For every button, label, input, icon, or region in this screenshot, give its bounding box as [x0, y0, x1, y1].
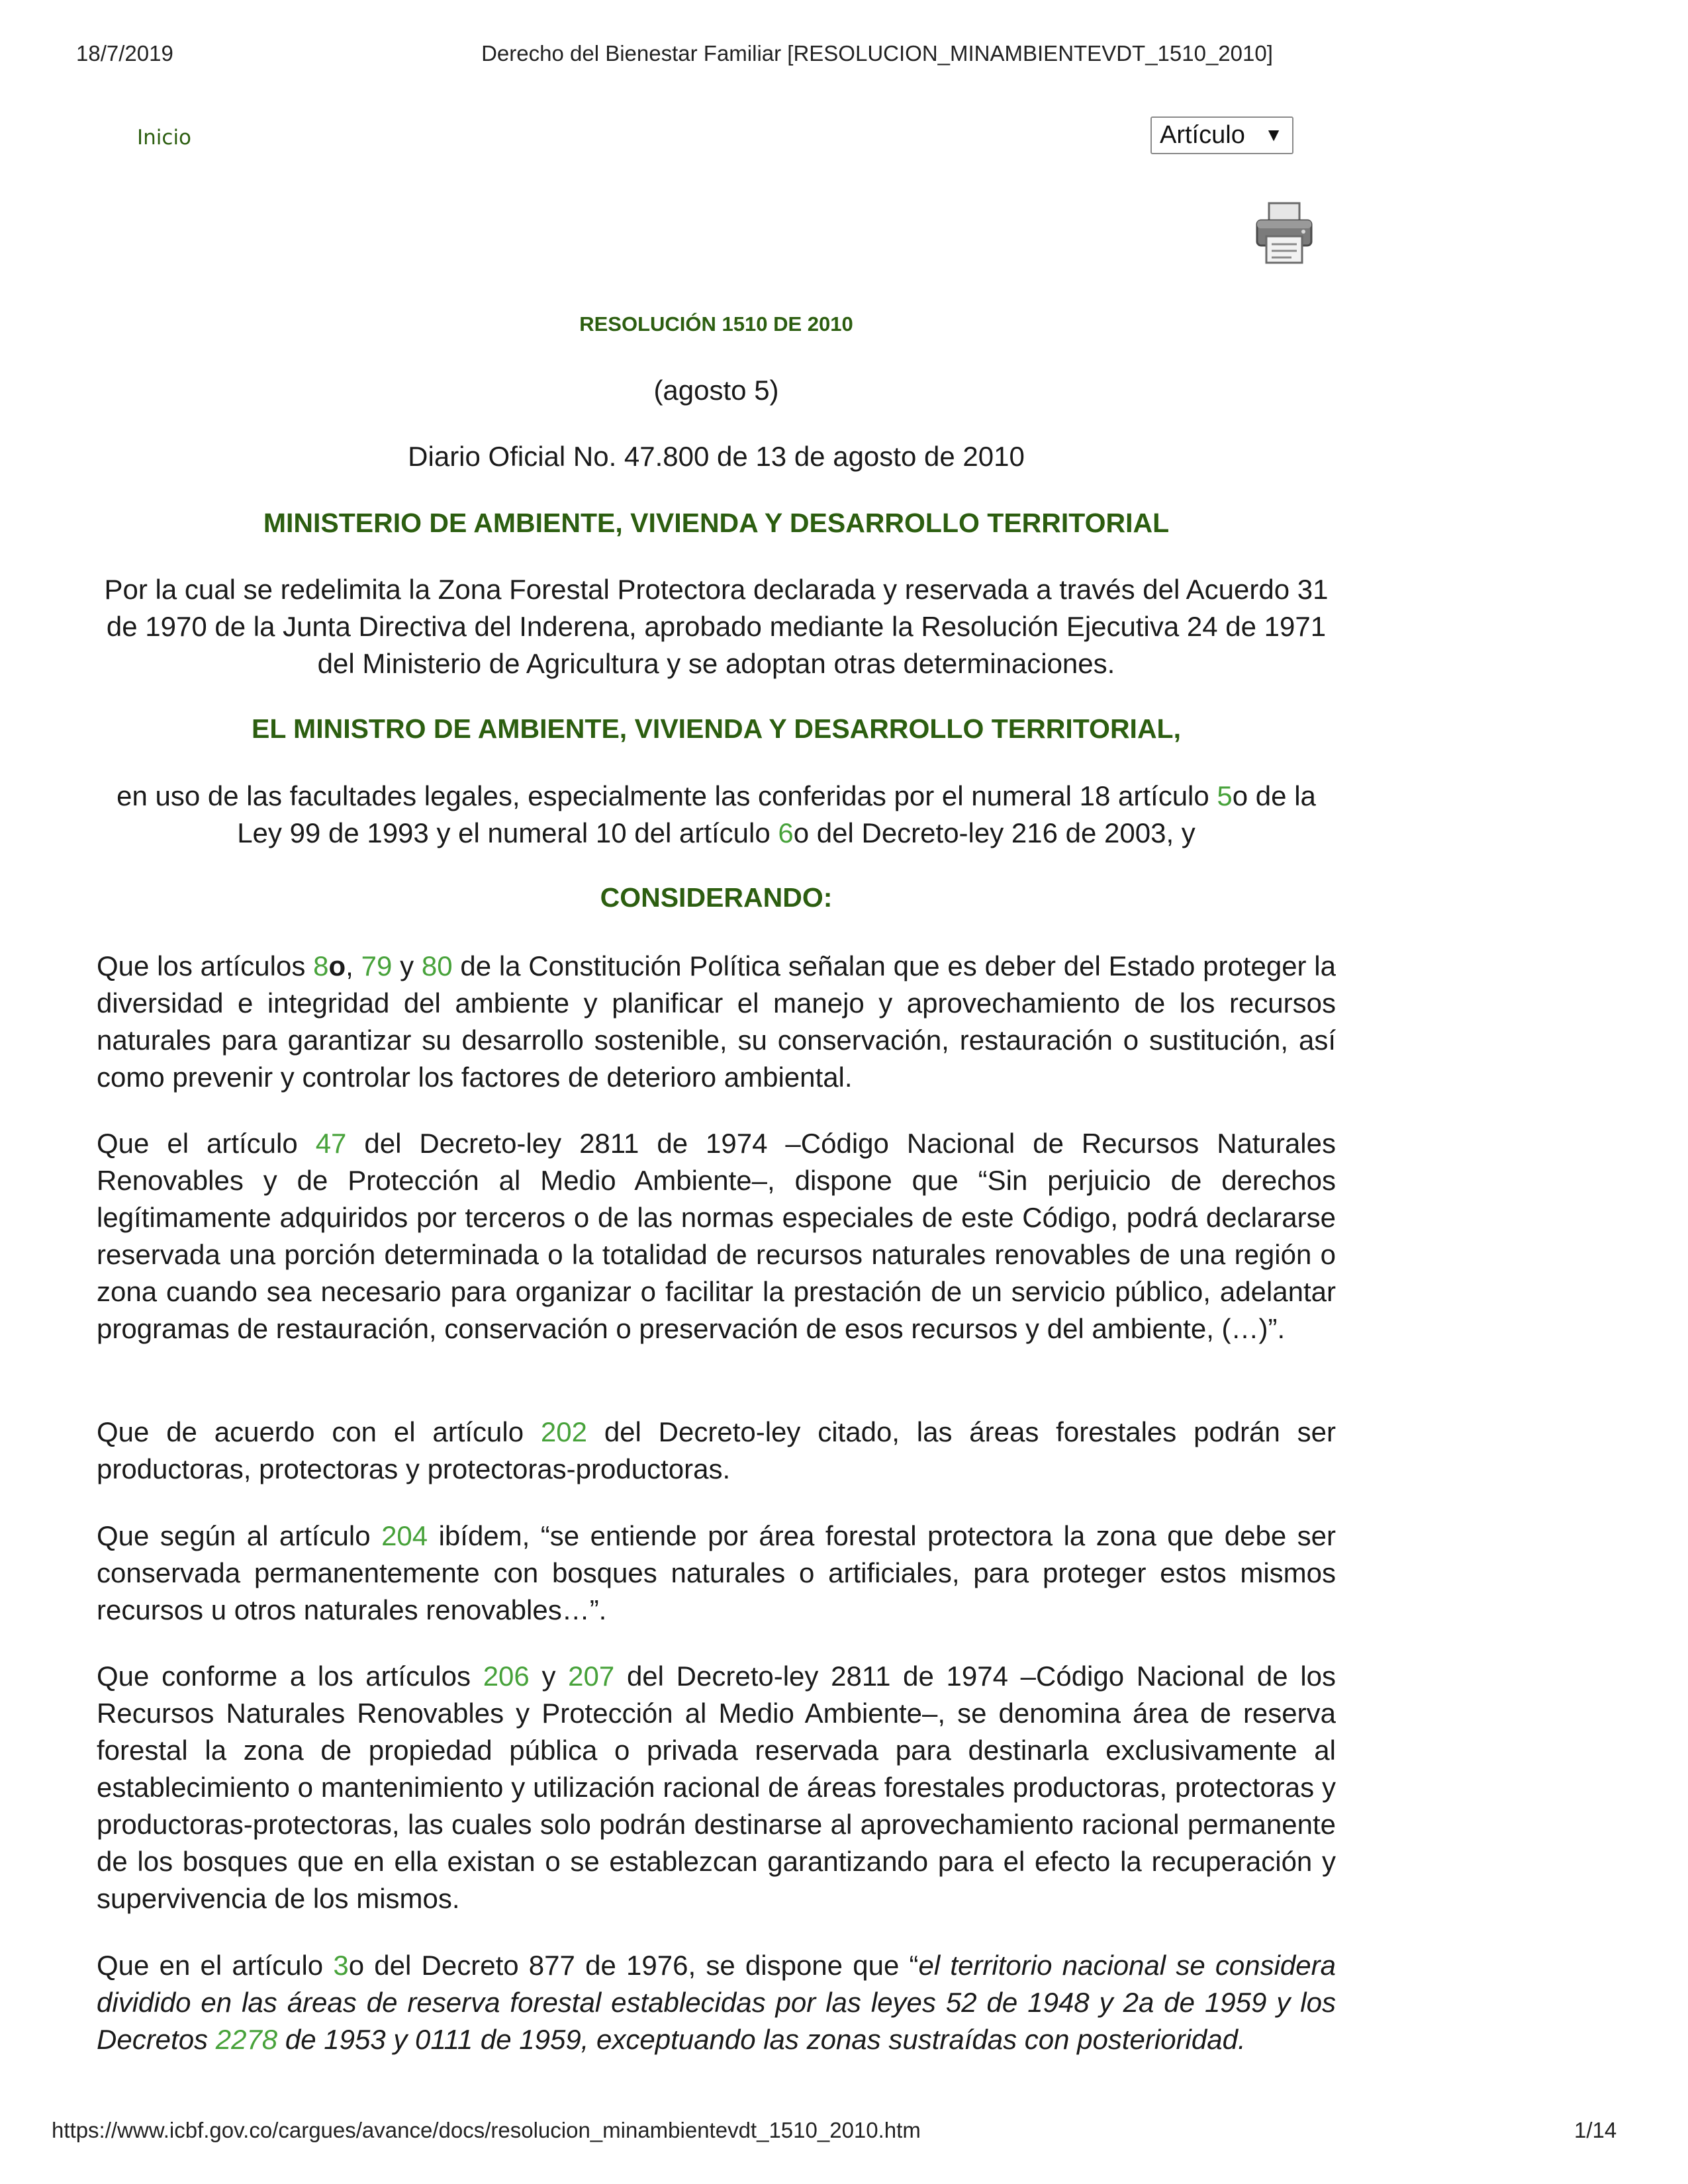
article-link[interactable]: 206 — [483, 1661, 530, 1692]
article-link[interactable]: 8 — [313, 950, 329, 981]
resolution-summary: Por la cual se redelimita la Zona Forestal Protectora declarada y reservada a través del Acuerdo 31 de 1970 de la Junta Directiva del Inderena, aprobado mediante la Resolución Ejecutiva 24 de 1971 del Ministerio de Agricultura y se adoptan otras determinaciones. — [104, 574, 1329, 679]
paragraph: Que en el artículo 3o del Decreto 877 de 1976, se dispone que “el territorio nacional se considera dividido en las áreas de reserva forestal establecidas por las leyes 52 de 1948 y 2a de 1959 y los Decretos 2278 de 1953 y 0111 de 1959, exceptuando las zonas sustraídas con posterioridad. — [97, 1950, 1336, 2055]
article-link[interactable]: 80 — [421, 950, 453, 981]
article-link[interactable]: 6 — [778, 817, 794, 848]
print-title: Derecho del Bienestar Familiar [RESOLUCION_MINAMBIENTEVDT_1510_2010] — [481, 41, 1273, 66]
article-link[interactable]: 3 — [333, 1950, 349, 1981]
minister-heading: EL MINISTRO DE AMBIENTE, VIVIENDA Y DESARROLLO TERRITORIAL, — [252, 713, 1181, 744]
article-link[interactable]: 207 — [568, 1661, 615, 1692]
article-link[interactable]: 47 — [315, 1128, 347, 1159]
printer-icon[interactable] — [1254, 202, 1314, 265]
diario-oficial: Diario Oficial No. 47.800 de 13 de agosto de 2010 — [408, 441, 1025, 472]
article-link[interactable]: 204 — [381, 1520, 428, 1551]
paragraph: Que conforme a los artículos 206 y 207 del Decreto-ley 2811 de 1974 –Código Nacional de los Recursos Naturales Renovables y Protección al Medio Ambiente–, se denomina área de reserva forestal la zona de propiedad pública o privada reservada para destinarla exclusivamente al establecimiento o mantenimiento y utilización racional de áreas forestales productoras, protectoras y productoras-protectoras, las cuales solo podrán destinarse al aprovechamiento racional permanente de los bosques que en ella existan o se establezcan garantizando para el efecto la recuperación y supervivencia de los mismos. — [97, 1661, 1336, 1914]
article-link[interactable]: 79 — [361, 950, 393, 981]
resolution-title: RESOLUCIÓN 1510 DE 2010 — [579, 312, 853, 336]
chevron-down-icon: ▼ — [1264, 124, 1283, 145]
print-header — [0, 41, 1688, 74]
article-select[interactable] — [1150, 116, 1293, 154]
article-link[interactable]: 202 — [540, 1416, 587, 1447]
facultades-paragraph: en uso de las facultades legales, especialmente las conferidas por el numeral 18 artículo 5o de la Ley 99 de 1993 y el numeral 10 del artículo 6o del Decreto-ley 216 de 2003, y — [117, 780, 1316, 848]
resolution-date: (agosto 5) — [653, 375, 779, 406]
paragraph: Que los artículos 8o, 79 y 80 de la Constitución Política señalan que es deber del Estado proteger la diversidad e integridad del ambiente y planificar el manejo y aprovechamiento de los recursos naturales para garantizar su desarrollo sostenible, su conservación, restauración o sustitución, así como prevenir y controlar los factores de deterioro ambiental. — [97, 950, 1336, 1093]
ministry-heading: MINISTERIO DE AMBIENTE, VIVIENDA Y DESARROLLO TERRITORIAL — [263, 508, 1170, 538]
article-select-value: Artículo — [1160, 121, 1245, 149]
article-link[interactable]: 2278 — [215, 2024, 278, 2055]
page-number: 1/14 — [1574, 2118, 1617, 2142]
paragraph: Que según al artículo 204 ibídem, “se entiende por área forestal protectora la zona que debe ser conservada permanentemente con bosques naturales o artificiales, para proteger estos mismos recursos u otros naturales renovables…”. — [97, 1520, 1336, 1625]
home-link[interactable]: Inicio — [137, 126, 192, 150]
paragraph: Que el artículo 47 del Decreto-ley 2811 de 1974 –Código Nacional de Recursos Naturales Renovables y de Protección al Medio Ambiente–, dispone que “Sin perjuicio de derechos legítimamente adquiridos por terceros o de las normas especiales de este Código, podrá declararse reservada una porción determinada o la totalidad de recursos naturales renovables de una región o zona cuando sea necesario para organizar o facilitar la prestación de un servicio público, adelantar programas de restauración, conservación o preservación de esos recursos y del ambiente, (…)”. — [97, 1128, 1336, 1344]
paragraph: Que de acuerdo con el artículo 202 del Decreto-ley citado, las áreas forestales podrán ser productoras, protectoras y protectoras-productoras. — [97, 1416, 1336, 1484]
article-link[interactable]: 5 — [1217, 780, 1233, 811]
page-url: https://www.icbf.gov.co/cargues/avance/docs/resolucion_minambientevdt_1510_2010.htm — [52, 2118, 921, 2142]
considerando-heading: CONSIDERANDO: — [600, 882, 833, 913]
print-date: 18/7/2019 — [76, 41, 173, 66]
